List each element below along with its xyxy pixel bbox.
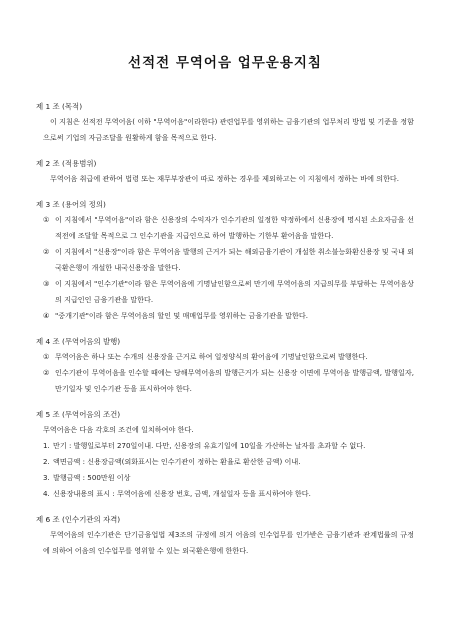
condition-text: 발행금액 : 500만원 이상 <box>53 473 131 482</box>
clause-list <box>36 349 414 397</box>
clause-marker: ① <box>43 215 50 224</box>
article-body: 무역어음 취급에 관하여 법령 또는 재무부장관이 따로 정하는 경우를 제외하고는 이 지침에서 정하는 바에 의한다. <box>50 174 400 183</box>
article-6 <box>36 513 414 559</box>
article-heading: 제 1 조 (목적) <box>36 102 83 111</box>
article-heading: 제 5 조 (무역어음의 조건) <box>36 410 121 419</box>
condition-item <box>36 470 414 486</box>
condition-text: 만기 : 발행일로부터 270일이내. 다만, 신용장의 유효기일에 10일을 가산하는 날자를 초과할 수 없다. <box>53 441 366 450</box>
article-list <box>36 100 414 559</box>
condition-item <box>36 454 414 470</box>
article-5 <box>36 408 414 502</box>
clause-item <box>36 276 414 308</box>
clause-list <box>36 212 414 324</box>
clause-text: 무역어음은 하나 또는 수개의 신용장을 근거로 하여 일정양식의 환어음에 기명날인함으로써 발행한다. <box>55 352 368 361</box>
article-heading: 제 6 조 (인수기관의 자격) <box>36 515 121 524</box>
article-heading: 제 4 조 (무역어음의 발행) <box>36 337 121 346</box>
condition-number: 4. <box>43 489 50 498</box>
article-3 <box>36 198 414 324</box>
condition-text: 액면금액 : 신용장금액(외화표시는 인수기관이 정하는 환율로 환산한 금액) 이내. <box>53 457 301 466</box>
clause-item <box>36 244 414 276</box>
condition-number: 1. <box>43 441 50 450</box>
clause-text: 이 지침에서 "신용장"이라 함은 무역어음 발행의 근거가 되는 해외금융기관이 개설한 취소불능화환신용장 및 국내 외국환은행이 개설한 내국신용장을 말한다. <box>55 247 414 272</box>
clause-text: 인수기관이 무역어음을 인수할 때에는 당해무역어음의 발행근거가 되는 신용장 이면에 무역어음 발행금액, 발행일자, 만기일자 및 인수기관 등을 표시하여야 한다. <box>55 368 414 393</box>
clause-marker: ③ <box>43 279 50 288</box>
condition-item <box>36 438 414 454</box>
article-heading: 제 2 조 (적용범위) <box>36 159 97 168</box>
article-heading: 제 3 조 (용어의 정의) <box>36 200 106 209</box>
condition-item <box>36 486 414 502</box>
clause-item <box>36 212 414 244</box>
clause-item <box>36 349 414 365</box>
clause-item <box>36 365 414 397</box>
article-body: 이 지침은 선적전 무역어음( 이하 "무역어음"이라한다) 관련업무를 영위하는 금융기관의 업무처리 방법 및 기준을 정함으로써 기업의 자금조달을 원활하게 함을 목적으로 한다. <box>43 117 414 142</box>
article-1 <box>36 100 414 146</box>
condition-number: 2. <box>43 457 50 466</box>
condition-list <box>36 438 414 502</box>
article-4 <box>36 335 414 397</box>
document-title: 선적전 무역어음 업무운용지침 <box>128 55 322 71</box>
clause-marker: ② <box>43 247 50 256</box>
clause-item <box>36 308 414 324</box>
clause-text: 이 지침에서 "인수기관"이라 함은 무역어음에 기명날인함으로써 만기에 무역어음의 지급의무를 부담하는 무역어음상의 지급인인 금융기관을 말한다. <box>55 279 414 304</box>
clause-text: 이 지침에서 "무역어음"이라 함은 신용장의 수익자가 인수기관의 일정한 약정하에서 신용장에 명시된 소요자금을 선적전에 조달할 목적으로 그 인수기관을 지급인으로 하여 발행하는 기한부 환어음을 말한다. <box>55 215 414 240</box>
clause-marker: ① <box>43 352 50 361</box>
condition-text: 신용장내용의 표시 : 무역어음에 신용장 번호, 금액, 개설일자 등을 표시하여야 한다. <box>53 489 311 498</box>
clause-marker: ② <box>43 368 50 377</box>
clause-text: "중개기관"이라 함은 무역어음의 할인 및 매매업무를 영위하는 금융기관을 말한다. <box>55 311 308 320</box>
article-body: 무역어음의 인수기관은 단기금융업법 제3조의 규정에 의거 어음의 인수업무를 인가받은 금융기관과 관계법률의 규정에 의하여 어음의 인수업무를 영위할 수 있는 외국환은행에 한한다. <box>43 530 414 555</box>
article-intro: 무역어음은 다음 각호의 조건에 일치하여야 한다. <box>43 425 194 434</box>
clause-marker: ④ <box>43 311 50 320</box>
condition-number: 3. <box>43 473 50 482</box>
article-2 <box>36 157 414 187</box>
